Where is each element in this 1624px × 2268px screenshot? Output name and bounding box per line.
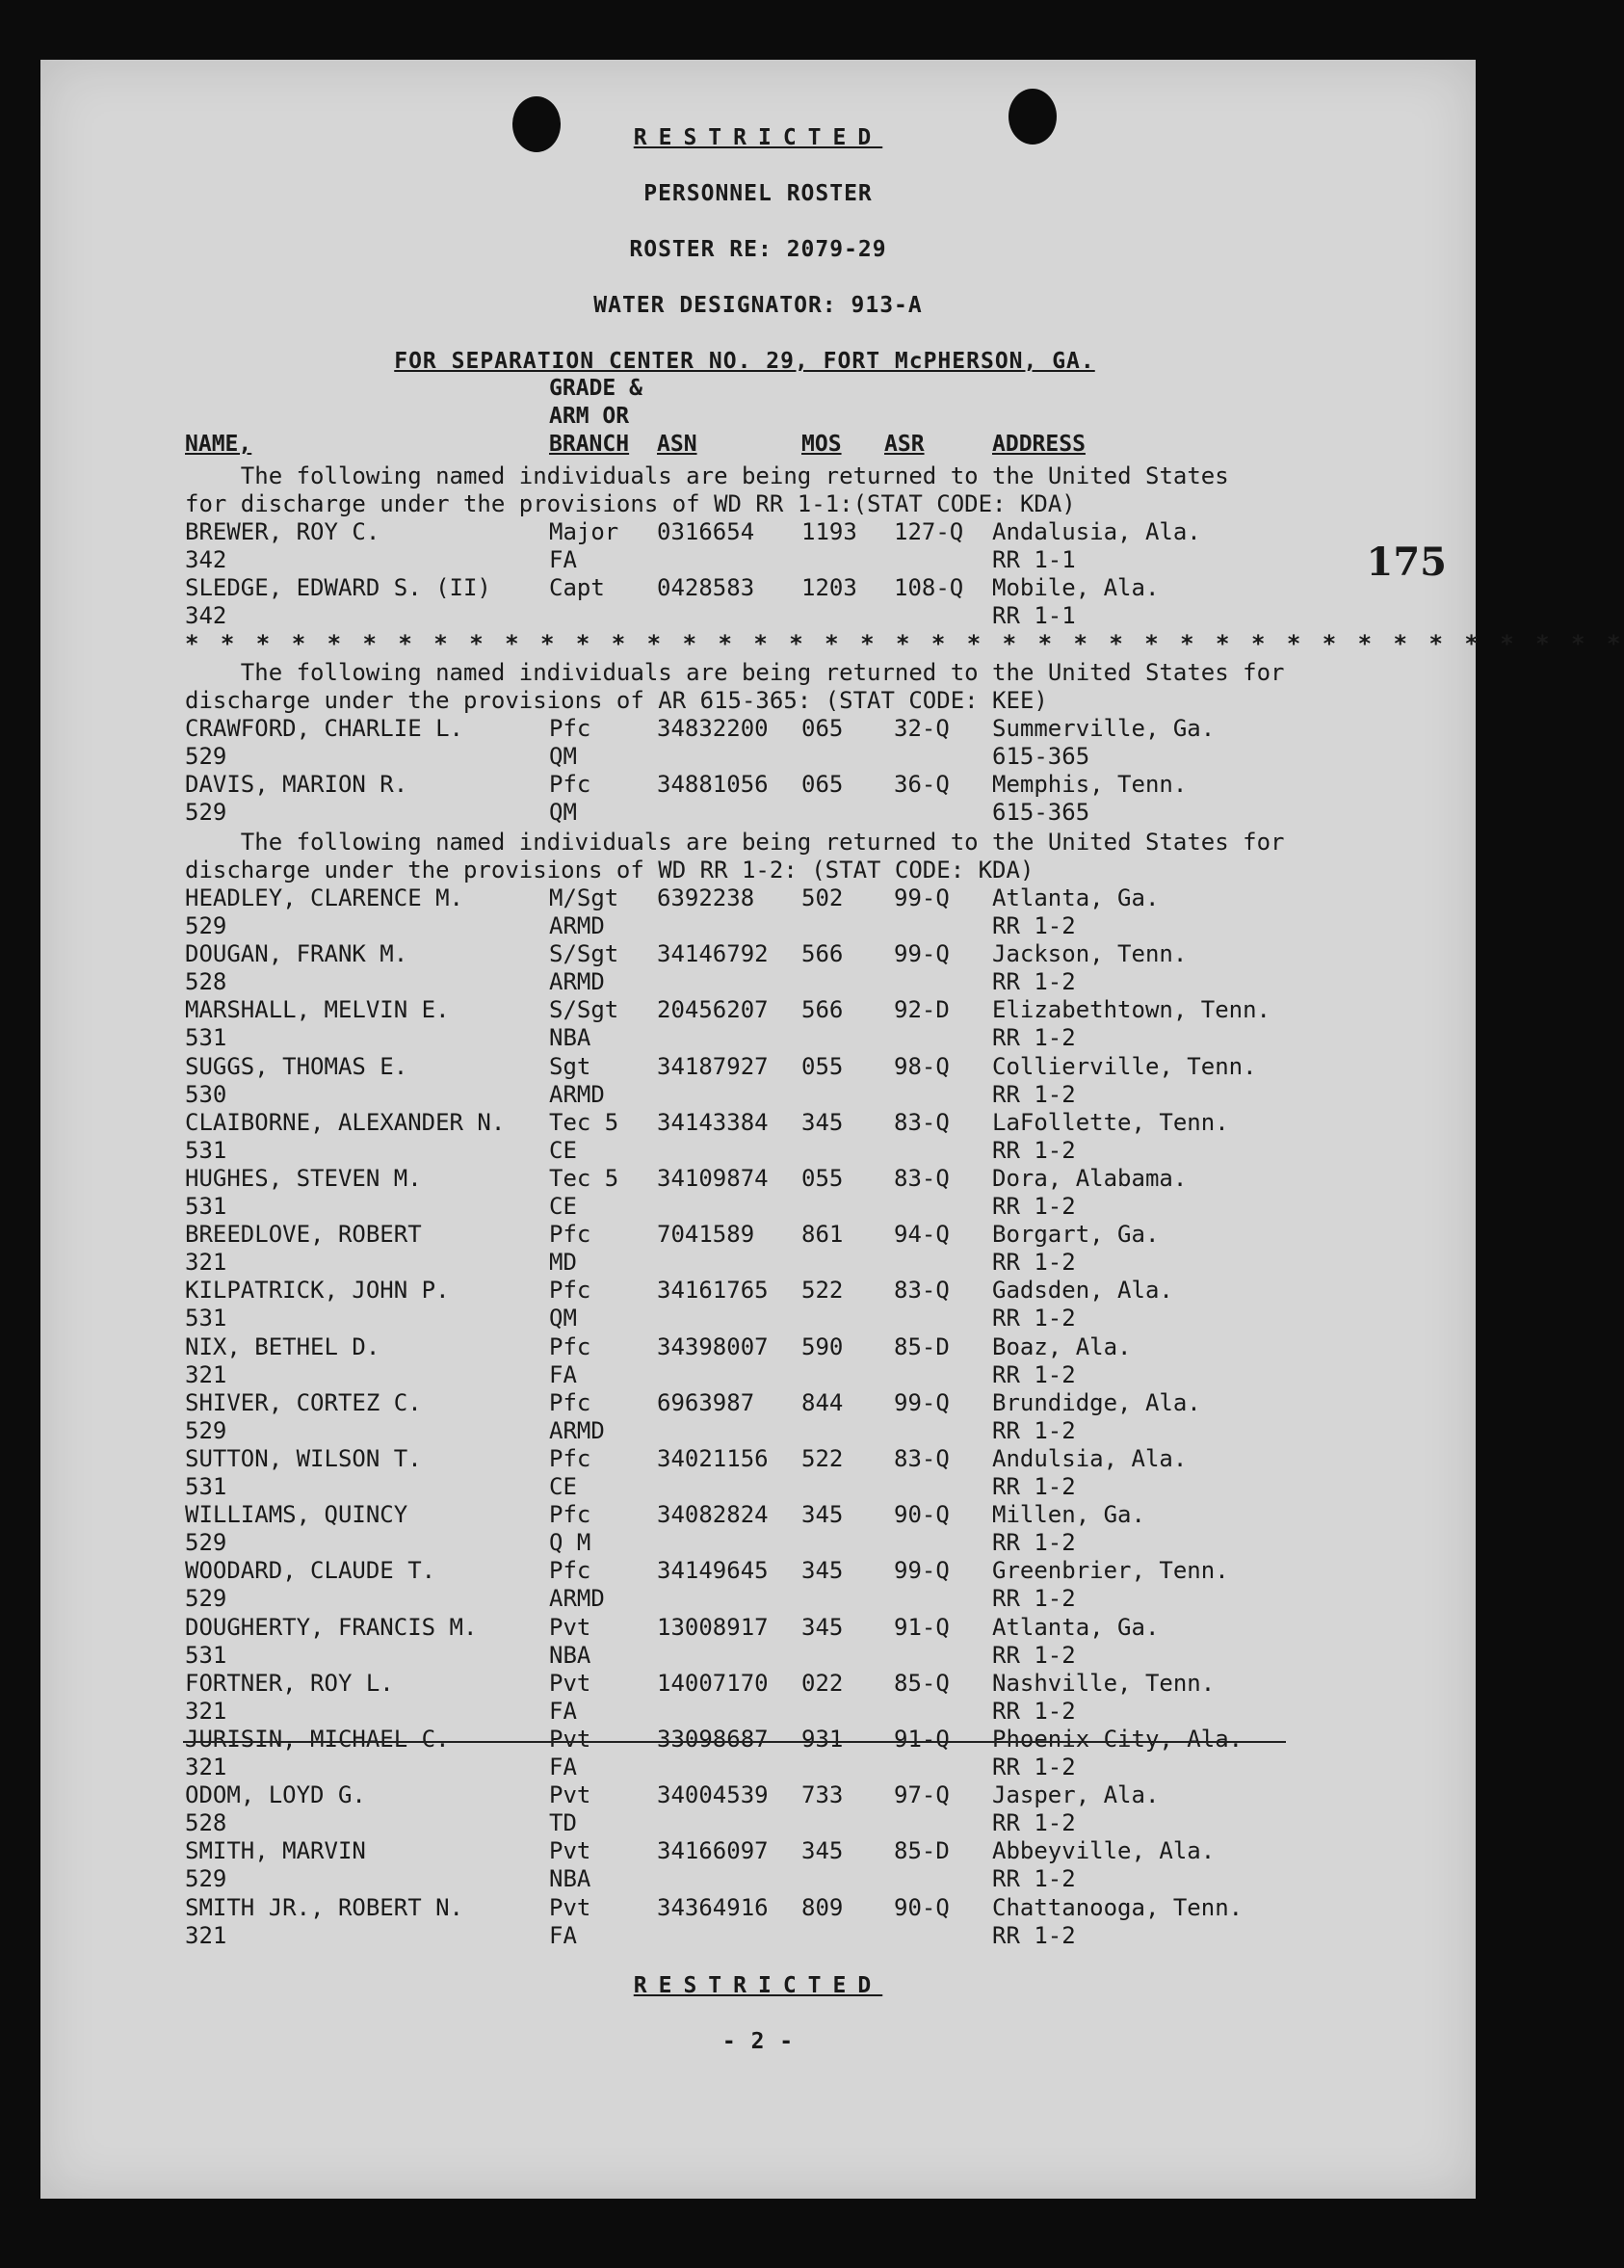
asr-points: 528 (185, 1809, 227, 1837)
asn: 34187927 (657, 1052, 769, 1080)
person-name: WILLIAMS, QUINCY (185, 1501, 408, 1529)
asr-points: 321 (185, 1360, 227, 1388)
branch: CE (549, 1136, 577, 1164)
asr-code: 99-Q (894, 884, 950, 911)
asr-points: 531 (185, 1193, 227, 1220)
address: Jackson, Tenn. (992, 940, 1188, 968)
address: Andulsia, Ala. (992, 1445, 1188, 1472)
col-address: ADDRESS (992, 432, 1086, 457)
asr-points: 531 (185, 1136, 227, 1164)
asn: 34881056 (657, 771, 769, 799)
branch: FA (549, 546, 577, 573)
asr-code: 36-Q (894, 771, 950, 799)
branch: CE (549, 1473, 577, 1500)
asr-points: 342 (185, 602, 227, 630)
section-intro-line: The following named individuals are being returned to the United States for (185, 659, 1285, 686)
branch: ARMD (549, 1080, 605, 1108)
asr-code: 85-Q (894, 1669, 950, 1697)
asr-points: 342 (185, 546, 227, 573)
mos: 065 (801, 771, 844, 799)
address: Atlanta, Ga. (992, 884, 1160, 911)
person-name: SUGGS, THOMAS E. (185, 1052, 408, 1080)
asr-points: 528 (185, 968, 227, 996)
asn: 0428583 (657, 574, 755, 602)
col-mos: MOS (801, 432, 842, 457)
table-row (40, 1221, 1476, 1277)
branch: FA (549, 1754, 577, 1780)
mos: 931 (801, 1726, 844, 1753)
section-intro-line: discharge under the provisions of AR 615-365: (STAT CODE: KEE) (185, 687, 1048, 714)
asr-points: 530 (185, 1080, 227, 1108)
asn: 14007170 (657, 1669, 769, 1697)
branch: NBA (549, 1024, 591, 1052)
asn: 20456207 (657, 996, 769, 1024)
address: Dora, Alabama. (992, 1165, 1188, 1192)
person-name: MARSHALL, MELVIN E. (185, 996, 450, 1024)
mos: 522 (801, 1445, 844, 1472)
grade: S/Sgt (549, 996, 619, 1024)
provision: 615-365 (992, 743, 1090, 770)
address: Elizabethtown, Tenn. (992, 996, 1270, 1024)
asn: 34146792 (657, 940, 769, 968)
provision: RR 1-2 (992, 1529, 1076, 1557)
grade: Major (549, 518, 619, 545)
grade: Pvt (549, 1837, 591, 1865)
asr-points: 529 (185, 1416, 227, 1444)
asr-code: 90-Q (894, 1893, 950, 1921)
asn: 34021156 (657, 1445, 769, 1472)
asr-points: 321 (185, 1697, 227, 1725)
asr-points: 529 (185, 1585, 227, 1613)
address: Memphis, Tenn. (992, 771, 1188, 799)
asn: 33098687 (657, 1726, 769, 1753)
mos: 1203 (801, 574, 857, 602)
provision: RR 1-2 (992, 1193, 1076, 1220)
asr-code: 99-Q (894, 940, 950, 968)
provision: RR 1-2 (992, 912, 1076, 939)
asn: 13008917 (657, 1613, 769, 1641)
provision: RR 1-2 (992, 1305, 1076, 1332)
grade: Pfc (549, 1557, 591, 1585)
provision: 615-365 (992, 799, 1090, 827)
branch: QM (549, 1305, 577, 1332)
asr-points: 529 (185, 743, 227, 770)
mos: 022 (801, 1669, 844, 1697)
mos: 861 (801, 1221, 844, 1249)
asn: 34161765 (657, 1277, 769, 1305)
person-name: SMITH, MARVIN (185, 1837, 366, 1865)
asr-code: 83-Q (894, 1445, 950, 1472)
provision: RR 1-2 (992, 1024, 1076, 1052)
asn: 6963987 (657, 1388, 755, 1416)
person-name: ODOM, LOYD G. (185, 1781, 366, 1809)
person-name: SHIVER, CORTEZ C. (185, 1388, 422, 1416)
section-intro-line: discharge under the provisions of WD RR 1-2: (STAT CODE: KDA) (185, 857, 1035, 883)
col-grade-3: BRANCH (549, 432, 630, 457)
provision: RR 1-2 (992, 1754, 1076, 1780)
address: Collierville, Tenn. (992, 1052, 1257, 1080)
asr-code: 32-Q (894, 715, 950, 742)
branch: QM (549, 743, 577, 770)
person-name: SMITH JR., ROBERT N. (185, 1893, 463, 1921)
branch: Q M (549, 1529, 591, 1557)
asn: 34109874 (657, 1165, 769, 1192)
provision: RR 1-2 (992, 1641, 1076, 1669)
grade: M/Sgt (549, 884, 619, 911)
person-name: WOODARD, CLAUDE T. (185, 1557, 436, 1585)
branch: FA (549, 1697, 577, 1725)
asr-points: 321 (185, 1754, 227, 1780)
table-row (40, 574, 1476, 630)
asr-points: 531 (185, 1641, 227, 1669)
person-name: SUTTON, WILSON T. (185, 1445, 422, 1472)
branch: MD (549, 1249, 577, 1277)
mos: 055 (801, 1052, 844, 1080)
asr-code: 85-D (894, 1332, 950, 1360)
branch: ARMD (549, 1416, 605, 1444)
asn: 34364916 (657, 1893, 769, 1921)
mos: 345 (801, 1501, 844, 1529)
grade: Pfc (549, 1332, 591, 1360)
table-row (40, 1726, 1476, 1781)
person-name: DOUGAN, FRANK M. (185, 940, 408, 968)
asr-points: 321 (185, 1249, 227, 1277)
address: Chattanooga, Tenn. (992, 1893, 1244, 1921)
grade: Tec 5 (549, 1108, 619, 1136)
provision: RR 1-2 (992, 1136, 1076, 1164)
asr-points: 531 (185, 1305, 227, 1332)
section-separator: * * * * * * * * * * * * * * * * * * * * * * * * * * * * * * * * * * * * * * * * * (185, 630, 1624, 657)
person-name: NIX, BETHEL D. (185, 1332, 380, 1360)
branch: FA (549, 1360, 577, 1388)
branch: CE (549, 1193, 577, 1220)
address: Boaz, Ala. (992, 1332, 1132, 1360)
mos: 345 (801, 1108, 844, 1136)
mos: 566 (801, 940, 844, 968)
grade: Pvt (549, 1669, 591, 1697)
asn: 34398007 (657, 1332, 769, 1360)
mos: 522 (801, 1277, 844, 1305)
mos: 733 (801, 1781, 844, 1809)
table-row (40, 518, 1476, 574)
asr-code: 91-Q (894, 1726, 950, 1753)
document-page (40, 60, 1624, 2199)
classification-header: RESTRICTED (633, 125, 883, 150)
grade: Pfc (549, 715, 591, 742)
asr-points: 321 (185, 1921, 227, 1949)
grade: Tec 5 (549, 1165, 619, 1192)
mos: 1193 (801, 518, 857, 545)
table-row (40, 715, 1476, 771)
mos: 566 (801, 996, 844, 1024)
branch: ARMD (549, 968, 605, 996)
person-name: CLAIBORNE, ALEXANDER N. (185, 1108, 506, 1136)
col-name: NAME, (185, 432, 252, 457)
mos: 345 (801, 1613, 844, 1641)
asr-code: 83-Q (894, 1277, 950, 1305)
mos: 345 (801, 1837, 844, 1865)
table-row (40, 1277, 1476, 1332)
asr-points: 529 (185, 799, 227, 827)
roster-number: ROSTER RE: 2079-29 (629, 237, 887, 262)
asr-code: 127-Q (894, 518, 964, 545)
table-row (40, 1501, 1476, 1557)
asn: 34149645 (657, 1557, 769, 1585)
asn: 34832200 (657, 715, 769, 742)
asr-code: 83-Q (894, 1165, 950, 1192)
provision: RR 1-2 (992, 1473, 1076, 1500)
col-grade-2: ARM OR (549, 404, 630, 429)
mos: 809 (801, 1893, 844, 1921)
mos: 055 (801, 1165, 844, 1192)
grade: Pvt (549, 1893, 591, 1921)
address: Brundidge, Ala. (992, 1388, 1201, 1416)
classification-footer: RESTRICTED (633, 1973, 883, 1998)
grade: Pfc (549, 1277, 591, 1305)
separation-center: FOR SEPARATION CENTER NO. 29, FORT McPHERSON, GA. (394, 349, 1095, 374)
grade: Pvt (549, 1781, 591, 1809)
asr-code: 97-Q (894, 1781, 950, 1809)
provision: RR 1-2 (992, 968, 1076, 996)
mos: 065 (801, 715, 844, 742)
strikethrough-line (183, 1741, 1286, 1743)
provision: RR 1-2 (992, 1697, 1076, 1725)
asr-points: 529 (185, 1529, 227, 1557)
provision: RR 1-1 (992, 602, 1076, 630)
grade: Pfc (549, 1501, 591, 1529)
address: Abbeyville, Ala. (992, 1837, 1216, 1865)
person-name: FORTNER, ROY L. (185, 1669, 394, 1697)
asr-code: 94-Q (894, 1221, 950, 1249)
address: LaFollette, Tenn. (992, 1108, 1229, 1136)
table-row (40, 884, 1476, 940)
branch: NBA (549, 1865, 591, 1893)
branch: ARMD (549, 1585, 605, 1613)
address: Atlanta, Ga. (992, 1613, 1160, 1641)
table-row (40, 1333, 1476, 1389)
page-number: - 2 - (721, 2029, 795, 2054)
address: Mobile, Ala. (992, 574, 1160, 602)
asr-code: 99-Q (894, 1388, 950, 1416)
person-name: JURISIN, MICHAEL C. (185, 1726, 450, 1753)
table-row (40, 940, 1476, 996)
asr-code: 98-Q (894, 1052, 950, 1080)
asr-code: 90-Q (894, 1501, 950, 1529)
person-name: DAVIS, MARION R. (185, 771, 408, 799)
provision: RR 1-2 (992, 1249, 1076, 1277)
address: Millen, Ga. (992, 1501, 1145, 1529)
grade: Capt (549, 574, 605, 602)
grade: Pfc (549, 1445, 591, 1472)
section-intro (185, 829, 1466, 884)
table-row (40, 1894, 1476, 1950)
branch: ARMD (549, 912, 605, 939)
asr-code: 92-D (894, 996, 950, 1024)
table-row (40, 1053, 1476, 1109)
table-row (40, 1165, 1476, 1221)
grade: Pvt (549, 1726, 591, 1753)
asn: 34004539 (657, 1781, 769, 1809)
grade: Pvt (549, 1613, 591, 1641)
person-name: KILPATRICK, JOHN P. (185, 1277, 450, 1305)
table-row (40, 1445, 1476, 1501)
section-intro-line: for discharge under the provisions of WD RR 1-1:(STAT CODE: KDA) (185, 490, 1076, 517)
asr-code: 83-Q (894, 1108, 950, 1136)
person-name: BREWER, ROY C. (185, 518, 380, 545)
address: Andalusia, Ala. (992, 518, 1201, 545)
provision: RR 1-2 (992, 1585, 1076, 1613)
asr-code: 91-Q (894, 1613, 950, 1641)
person-name: DOUGHERTY, FRANCIS M. (185, 1613, 478, 1641)
table-row (40, 771, 1476, 827)
provision: RR 1-2 (992, 1416, 1076, 1444)
table-row (40, 996, 1476, 1052)
col-asn: ASN (657, 432, 697, 457)
asn: 34166097 (657, 1837, 769, 1865)
person-name: HUGHES, STEVEN M. (185, 1165, 422, 1192)
branch: NBA (549, 1641, 591, 1669)
address: Borgart, Ga. (992, 1221, 1160, 1249)
mos: 345 (801, 1557, 844, 1585)
section-intro (185, 659, 1466, 715)
col-grade-1: GRADE & (549, 376, 642, 401)
asr-points: 529 (185, 1865, 227, 1893)
branch: TD (549, 1809, 577, 1837)
grade: Pfc (549, 771, 591, 799)
provision: RR 1-2 (992, 1865, 1076, 1893)
section-intro (185, 462, 1466, 518)
address: Summerville, Ga. (992, 715, 1216, 742)
grade: Pfc (549, 1221, 591, 1249)
table-row (40, 1389, 1476, 1445)
address: Nashville, Tenn. (992, 1669, 1216, 1697)
provision: RR 1-2 (992, 1809, 1076, 1837)
branch: QM (549, 799, 577, 827)
address: Greenbrier, Tenn. (992, 1557, 1229, 1585)
table-row (40, 1837, 1476, 1893)
table-row (40, 1670, 1476, 1726)
table-row (40, 1109, 1476, 1165)
address: Jasper, Ala. (992, 1781, 1160, 1809)
grade: Sgt (549, 1052, 591, 1080)
address: Gadsden, Ala. (992, 1277, 1173, 1305)
mos: 844 (801, 1388, 844, 1416)
address: Phoenix City, Ala. (992, 1726, 1244, 1753)
branch: FA (549, 1921, 577, 1949)
section-intro-line: The following named individuals are being returned to the United States (185, 462, 1229, 489)
asr-points: 531 (185, 1024, 227, 1052)
mos: 502 (801, 884, 844, 911)
asn: 0316654 (657, 518, 755, 545)
asn: 34082824 (657, 1501, 769, 1529)
table-row (40, 1557, 1476, 1613)
asn: 6392238 (657, 884, 755, 911)
provision: RR 1-2 (992, 1921, 1076, 1949)
asr-points: 529 (185, 912, 227, 939)
section-intro-line: The following named individuals are being returned to the United States for (185, 829, 1285, 856)
grade: S/Sgt (549, 940, 619, 968)
asn: 7041589 (657, 1221, 755, 1249)
asr-code: 108-Q (894, 574, 964, 602)
asn: 34143384 (657, 1108, 769, 1136)
grade: Pfc (549, 1388, 591, 1416)
person-name: HEADLEY, CLARENCE M. (185, 884, 463, 911)
provision: RR 1-2 (992, 1360, 1076, 1388)
person-name: CRAWFORD, CHARLIE L. (185, 715, 463, 742)
provision: RR 1-1 (992, 546, 1076, 573)
asr-code: 99-Q (894, 1557, 950, 1585)
roster-title: PERSONNEL ROSTER (643, 181, 873, 206)
table-row (40, 1614, 1476, 1670)
person-name: BREEDLOVE, ROBERT (185, 1221, 422, 1249)
col-asr: ASR (884, 432, 925, 457)
asr-points: 531 (185, 1473, 227, 1500)
page-stamp: 175 (1366, 540, 1447, 585)
table-row (40, 1781, 1476, 1837)
mos: 590 (801, 1332, 844, 1360)
person-name: SLEDGE, EDWARD S. (II) (185, 574, 491, 602)
water-designator: WATER DESIGNATOR: 913-A (593, 293, 923, 318)
provision: RR 1-2 (992, 1080, 1076, 1108)
asr-code: 85-D (894, 1837, 950, 1865)
